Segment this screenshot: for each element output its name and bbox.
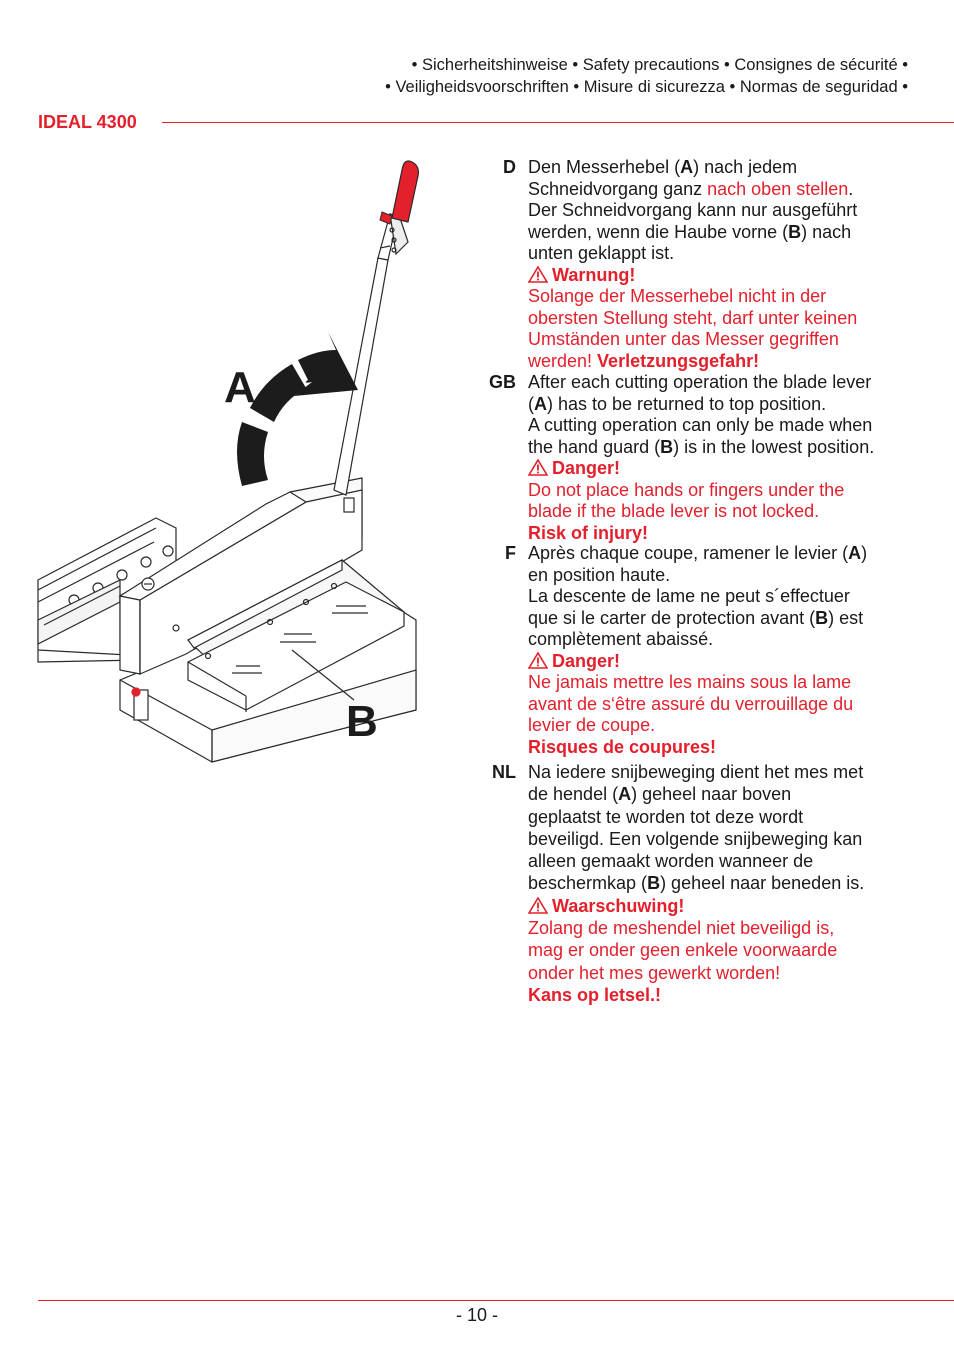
text: ) has to be returned to top position.: [547, 393, 827, 414]
header-languages-line-2: • Veiligheidsvoorschriften • Misure di sicurezza • Normas de seguridad •: [385, 78, 908, 96]
warning-text: werden!: [528, 350, 598, 371]
warning-text: onder het mes gewerkt worden!: [528, 962, 781, 983]
text: Na iedere snijbeweging dient het mes met: [528, 762, 864, 782]
text: .: [848, 178, 854, 199]
footer-rule: [38, 1300, 954, 1301]
text: geplaatst te worden tot deze wordt: [528, 806, 804, 827]
section-german: [480, 157, 925, 372]
warning-title: Danger!: [552, 650, 621, 671]
language-code-f: F: [505, 543, 516, 563]
page-number: - 10 -: [455, 1305, 498, 1325]
text: beveiligd. Een volgende snijbeweging kan: [528, 828, 863, 849]
text: beschermkap (: [528, 873, 648, 894]
language-code-gb: GB: [489, 372, 516, 392]
ref-b: B: [647, 873, 661, 894]
text: ) geheel naar boven: [631, 784, 792, 805]
text: que si le carter de protection avant (: [528, 607, 816, 628]
warning-text: Zolang de meshendel niet beveiligd is,: [528, 918, 835, 939]
model-title: IDEAL 4300: [38, 112, 137, 132]
figure-label-b: B: [346, 697, 378, 746]
text: A cutting operation can only be made when: [528, 415, 873, 435]
risk-text: Kans op letsel.!: [528, 984, 662, 1005]
highlight-text: nach oben stellen: [707, 178, 849, 199]
section-dutch: [480, 761, 925, 1006]
text: ) est: [828, 607, 864, 628]
warning-icon: [528, 897, 548, 914]
warning-title: Waarschuwing!: [552, 895, 685, 916]
text: Schneidvorgang ganz: [528, 178, 708, 199]
text: Den Messerhebel (: [528, 157, 681, 177]
warning-text: Umständen unter das Messer gegriffen: [528, 329, 839, 349]
ref-a: A: [534, 393, 547, 414]
warning-text: mag er onder geen enkele voorwaarde: [528, 940, 838, 961]
warning-text: blade if the blade lever is not locked.: [528, 501, 820, 521]
text: ) is in the lowest position.: [673, 436, 875, 457]
text: alleen gemaakt worden wanneer de: [528, 851, 814, 872]
language-code-nl: NL: [492, 762, 516, 782]
text: ): [861, 543, 868, 563]
ref-b: B: [788, 221, 802, 242]
text: Der Schneidvorgang kann nur ausgeführt: [528, 200, 858, 220]
warning-title: Warnung!: [552, 264, 636, 285]
header-rule: [162, 122, 954, 123]
text: complètement abaissé.: [528, 629, 714, 649]
text: ) nach: [801, 221, 852, 242]
warning-text: avant de s‘être assuré du verrouillage du: [528, 693, 854, 714]
warning-text: Do not place hands or fingers under the: [528, 479, 845, 500]
ref-a: A: [618, 784, 632, 805]
warning-text: levier de coupe.: [528, 715, 656, 735]
risk-text: Verletzungsgefahr!: [597, 350, 760, 371]
text: ) nach jedem: [693, 157, 798, 177]
section-french: [480, 543, 925, 758]
ref-a: A: [848, 543, 862, 563]
language-code-d: D: [503, 157, 516, 177]
warning-icon: [528, 266, 548, 283]
text: ) geheel naar beneden is.: [660, 873, 865, 894]
text: La descente de lame ne peut s´effectuer: [528, 586, 850, 606]
warning-text: Ne jamais mettre les mains sous la lame: [528, 672, 852, 692]
text: werden, wenn die Haube vorne (: [528, 221, 789, 242]
header-languages-line-1: • Sicherheitshinweise • Safety precautions • Consignes de sécurité •: [411, 56, 908, 74]
warning-icon: [528, 652, 548, 669]
risk-text: Risques de coupures!: [528, 736, 717, 757]
text: unten geklappt ist.: [528, 243, 675, 263]
risk-text: Risk of injury!: [528, 522, 649, 543]
ref-a: A: [680, 157, 694, 177]
ref-b: B: [815, 607, 829, 628]
text: After each cutting operation the blade lever: [528, 372, 872, 392]
figure-label-a: A: [224, 363, 256, 412]
warning-text: obersten Stellung steht, darf unter keinen: [528, 307, 858, 328]
text: de hendel (: [528, 784, 619, 805]
cutter-illustration: [36, 150, 456, 780]
text: (: [528, 393, 534, 414]
text: the hand guard (: [528, 436, 661, 457]
warning-icon: [528, 459, 548, 476]
ref-b: B: [660, 436, 674, 457]
text: Après chaque coupe, ramener le levier (: [528, 543, 849, 563]
warning-text: Solange der Messerhebel nicht in der: [528, 286, 827, 306]
text: en position haute.: [528, 564, 671, 585]
warning-title: Danger!: [552, 458, 621, 478]
section-english: [480, 372, 925, 544]
